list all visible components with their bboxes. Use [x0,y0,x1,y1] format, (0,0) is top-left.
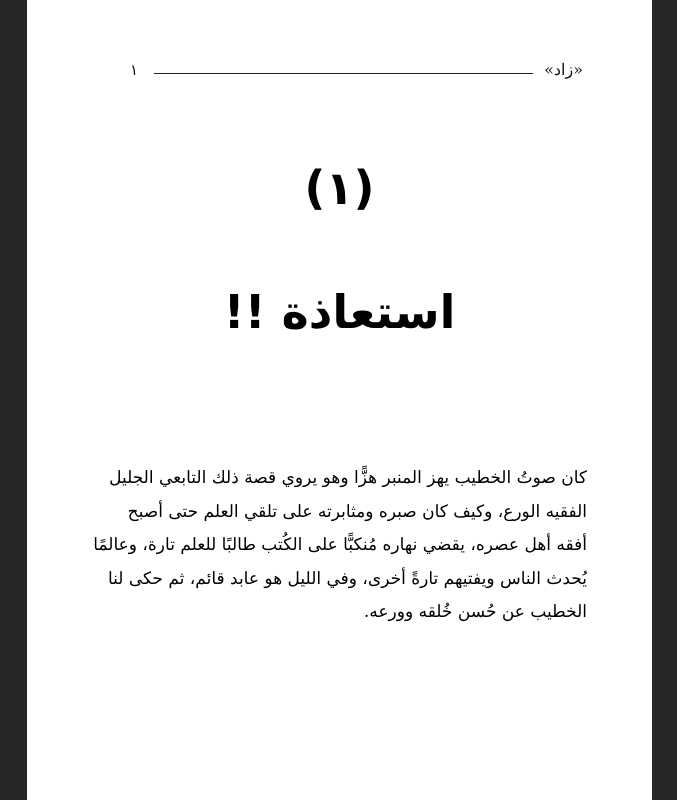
chapter-number: (١) [304,161,375,215]
body-line: يُحدث الناس ويفتيهم تارةً أخرى، وفي الليل هو عابد قائم، ثم حكى لنا [107,568,587,589]
body-paragraph [93,462,587,630]
page-header [130,60,583,82]
body-line: الخطيب عن حُسن خُلقه وورعه. [363,602,587,622]
body-line: أفقه أهل عصره، يقضي نهاره مُنكبًّا على الكُتب طالبًا للعلم تارة، وعالمًا [93,535,587,555]
book-page [27,0,652,800]
running-title: «زاد» [544,60,583,79]
body-line: كان صوتُ الخطيب يهز المنبر هزًّا وهو يروي قصة ذلك التابعي الجليل [109,468,587,488]
page-number: ١ [130,61,139,79]
chapter-title: استعاذة !! [223,285,456,339]
header-divider [154,73,533,74]
body-line: الفقيه الورع، وكيف كان صبره ومثابرته على تلقي العلم حتى أصبح [127,501,587,522]
